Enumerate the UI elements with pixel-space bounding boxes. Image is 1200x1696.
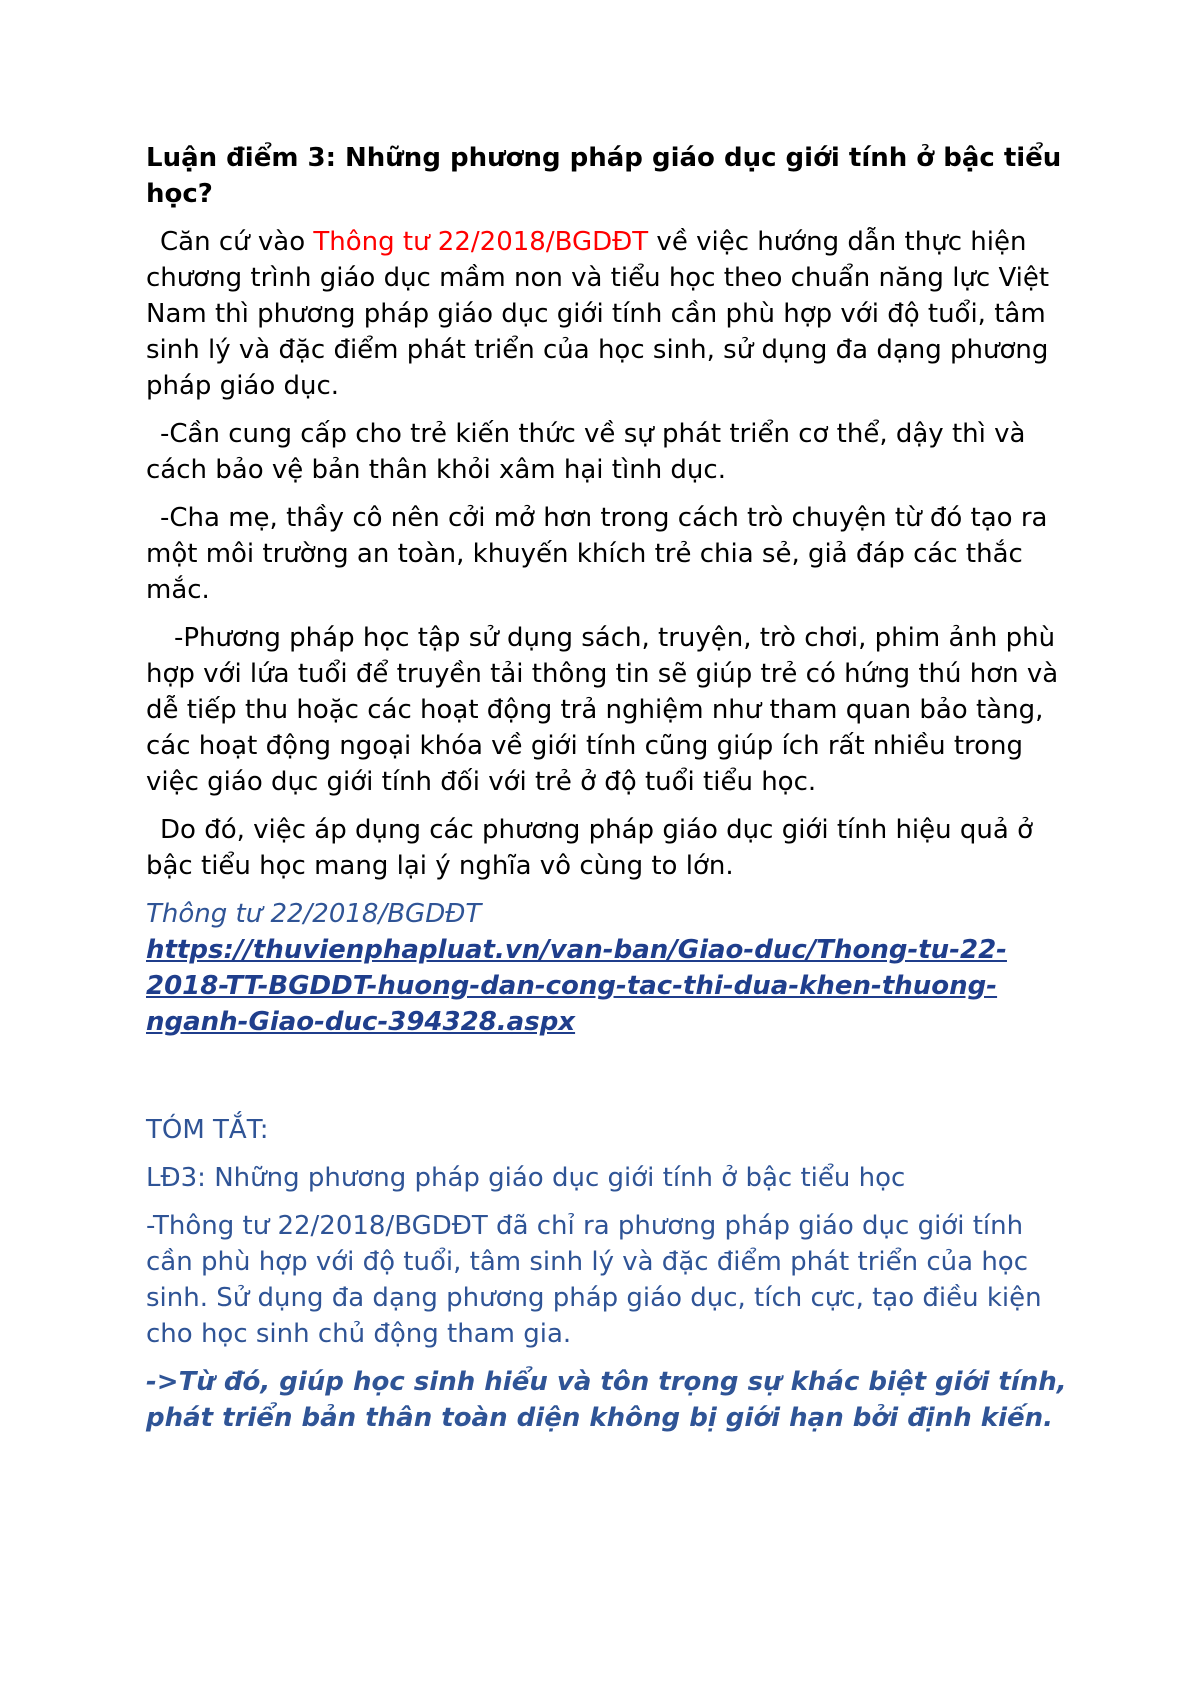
spacer bbox=[146, 1052, 1076, 1112]
point-paragraph: -Phương pháp học tập sử dụng sách, truyện, trò chơi, phim ảnh phù hợp với lứa tuổi để truyền tải thông tin sẽ giúp trẻ có hứng thú hơn và dễ tiếp thu hoặc các hoạt động trả nghiệm như tham quan bảo tàng, các hoạt động ngoại khóa về giới tính cũng giúp ích rất nhiều trong việc giáo dục giới tính đối với trẻ ở độ tuổi tiểu học. bbox=[146, 623, 1059, 797]
summary-topic: LĐ3: Những phương pháp giáo dục giới tính ở bậc tiểu học bbox=[146, 1163, 906, 1193]
summary-body: -Thông tư 22/2018/BGDĐT đã chỉ ra phương pháp giáo dục giới tính cần phù hợp với độ tuổi, tâm sinh lý và đặc điểm phát triển của học sinh. Sử dụng đa dạng phương pháp giáo dục, tích cực, tạo điều kiện cho học sinh chủ động tham gia. bbox=[146, 1211, 1042, 1349]
document-page bbox=[146, 140, 1076, 1436]
closing-paragraph: Do đó, việc áp dụng các phương pháp giáo dục giới tính hiệu quả ở bậc tiểu học mang lại ý nghĩa vô cùng to lớn. bbox=[146, 815, 1033, 881]
summary-conclusion: ->Từ đó, giúp học sinh hiểu và tôn trọng sự khác biệt giới tính, phát triển bản thân toàn diện không bị giới hạn bởi định kiến. bbox=[146, 1367, 1067, 1433]
intro-paragraph bbox=[146, 224, 1076, 404]
point-paragraph: -Cần cung cấp cho trẻ kiến thức về sự phát triển cơ thể, dậy thì và cách bảo vệ bản thân khỏi xâm hại tình dục. bbox=[146, 419, 1026, 485]
point-paragraph: -Cha mẹ, thầy cô nên cởi mở hơn trong cách trò chuyện từ đó tạo ra một môi trường an toàn, khuyến khích trẻ chia sẻ, giả đáp các thắc mắc. bbox=[146, 503, 1048, 605]
summary-label: TÓM TẮT: bbox=[146, 1115, 269, 1145]
reference-link[interactable]: https://thuvienphapluat.vn/van-ban/Giao-duc/Thong-tu-22-2018-TT-BGDDT-huong-dan-cong-tac-thi-dua-khen-thuong-nganh-Giao-duc-394328.aspx bbox=[146, 935, 1007, 1037]
circular-reference-highlight: Thông tư 22/2018/BGDĐT bbox=[313, 227, 649, 257]
section-heading: Luận điểm 3: Những phương pháp giáo dục giới tính ở bậc tiểu học? bbox=[146, 143, 1062, 209]
reference-title: Thông tư 22/2018/BGDĐT bbox=[146, 899, 482, 929]
intro-rest: về việc hướng dẫn thực hiện chương trình giáo dục mầm non và tiểu học theo chuẩn năng lực Việt Nam thì phương pháp giáo dục giới tính cần phù hợp với độ tuổi, tâm sinh lý và đặc điểm phát triển của học sinh, sử dụng đa dạng phương pháp giáo dục. bbox=[146, 227, 1050, 401]
intro-prefix: Căn cứ vào bbox=[160, 227, 314, 257]
reference-block bbox=[146, 896, 1076, 1040]
